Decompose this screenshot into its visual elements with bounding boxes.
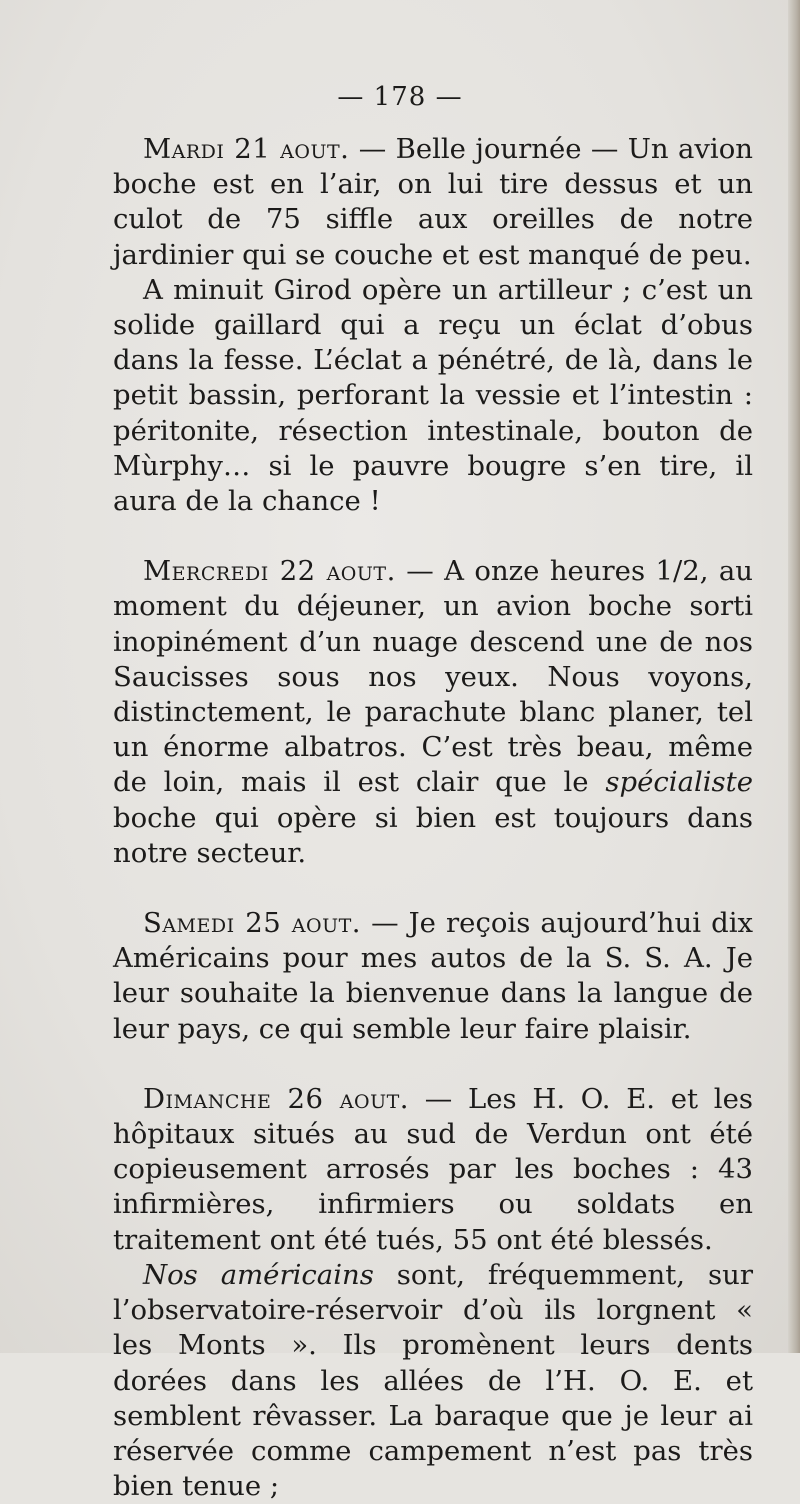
paragraph-text: — Les H. O. E. et les hôpitaux situés au sud de Verdun ont été copieusement arrosés par les boches : 43 infirmières, infirmiers ou soldats en traitement ont été tués, 55 ont été blessés.	[113, 1082, 753, 1256]
entry-date: Dimanche 26 aout.	[143, 1082, 410, 1115]
page-edge	[788, 0, 800, 1353]
entry-paragraph	[113, 906, 753, 1047]
paragraph-text: boche qui opère si bien est toujours dans notre secteur.	[113, 801, 753, 869]
paragraph-text: — Belle journée — Un avion boche est en l’air, on lui tire dessus et un culot de 75 siffle aux oreilles de notre jardinier qui se couche et est manqué de peu.	[113, 133, 753, 271]
paragraph-text: — Je reçois aujourd’hui dix Américains pour mes autos de la S. S. A. Je leur souhaite la bienvenue dans la langue de leur pays, ce qui semble leur faire plaisir.	[113, 907, 753, 1045]
entry-paragraph	[113, 554, 753, 871]
entry-paragraph	[113, 1082, 753, 1258]
entry-date: Samedi 25 aout.	[143, 907, 361, 940]
entry-paragraph	[113, 273, 753, 519]
entry-paragraph	[113, 132, 753, 273]
paragraph-text: — A onze heures 1/2, au moment du déjeuner, un avion boche sorti inopinément d’un nuage descend une de nos Saucisses sous nos yeux. Nous voyons, distinctement, le parachute blanc planer, tel un énorme albatros. C’est très beau, même de loin, mais il est clair que le	[113, 555, 753, 799]
page-body	[113, 132, 753, 1504]
entry-paragraph	[113, 1258, 753, 1504]
paragraph-text: sont, fréquemment, sur l’observatoire-réservoir d’où ils lorgnent « les Monts ». Ils promènent leurs dents dorées dans les allées de l’H. O. E. et semblent rêvasser. La baraque que je leur ai réservée comme campement n’est pas très bien tenue ;	[113, 1258, 753, 1503]
italic-text: Nos américains	[143, 1258, 374, 1291]
entry-date: Mardi 21 aout.	[143, 133, 350, 165]
italic-text: spécialiste	[605, 766, 753, 799]
page-number: — 178 —	[337, 82, 463, 112]
paragraph-text: A minuit Girod opère un artilleur ; c’est un solide gaillard qui a reçu un éclat d’obus dans la fesse. L’éclat a pénétré, de là, dans le petit bassin, perforant la vessie et l’intestin : péritonite, résection intestinale, bouton de Mùrphy… si le pauvre bougre s’en tire, il aura de la chance !	[113, 273, 753, 518]
entry-date: Mercredi 22 aout.	[143, 555, 396, 588]
